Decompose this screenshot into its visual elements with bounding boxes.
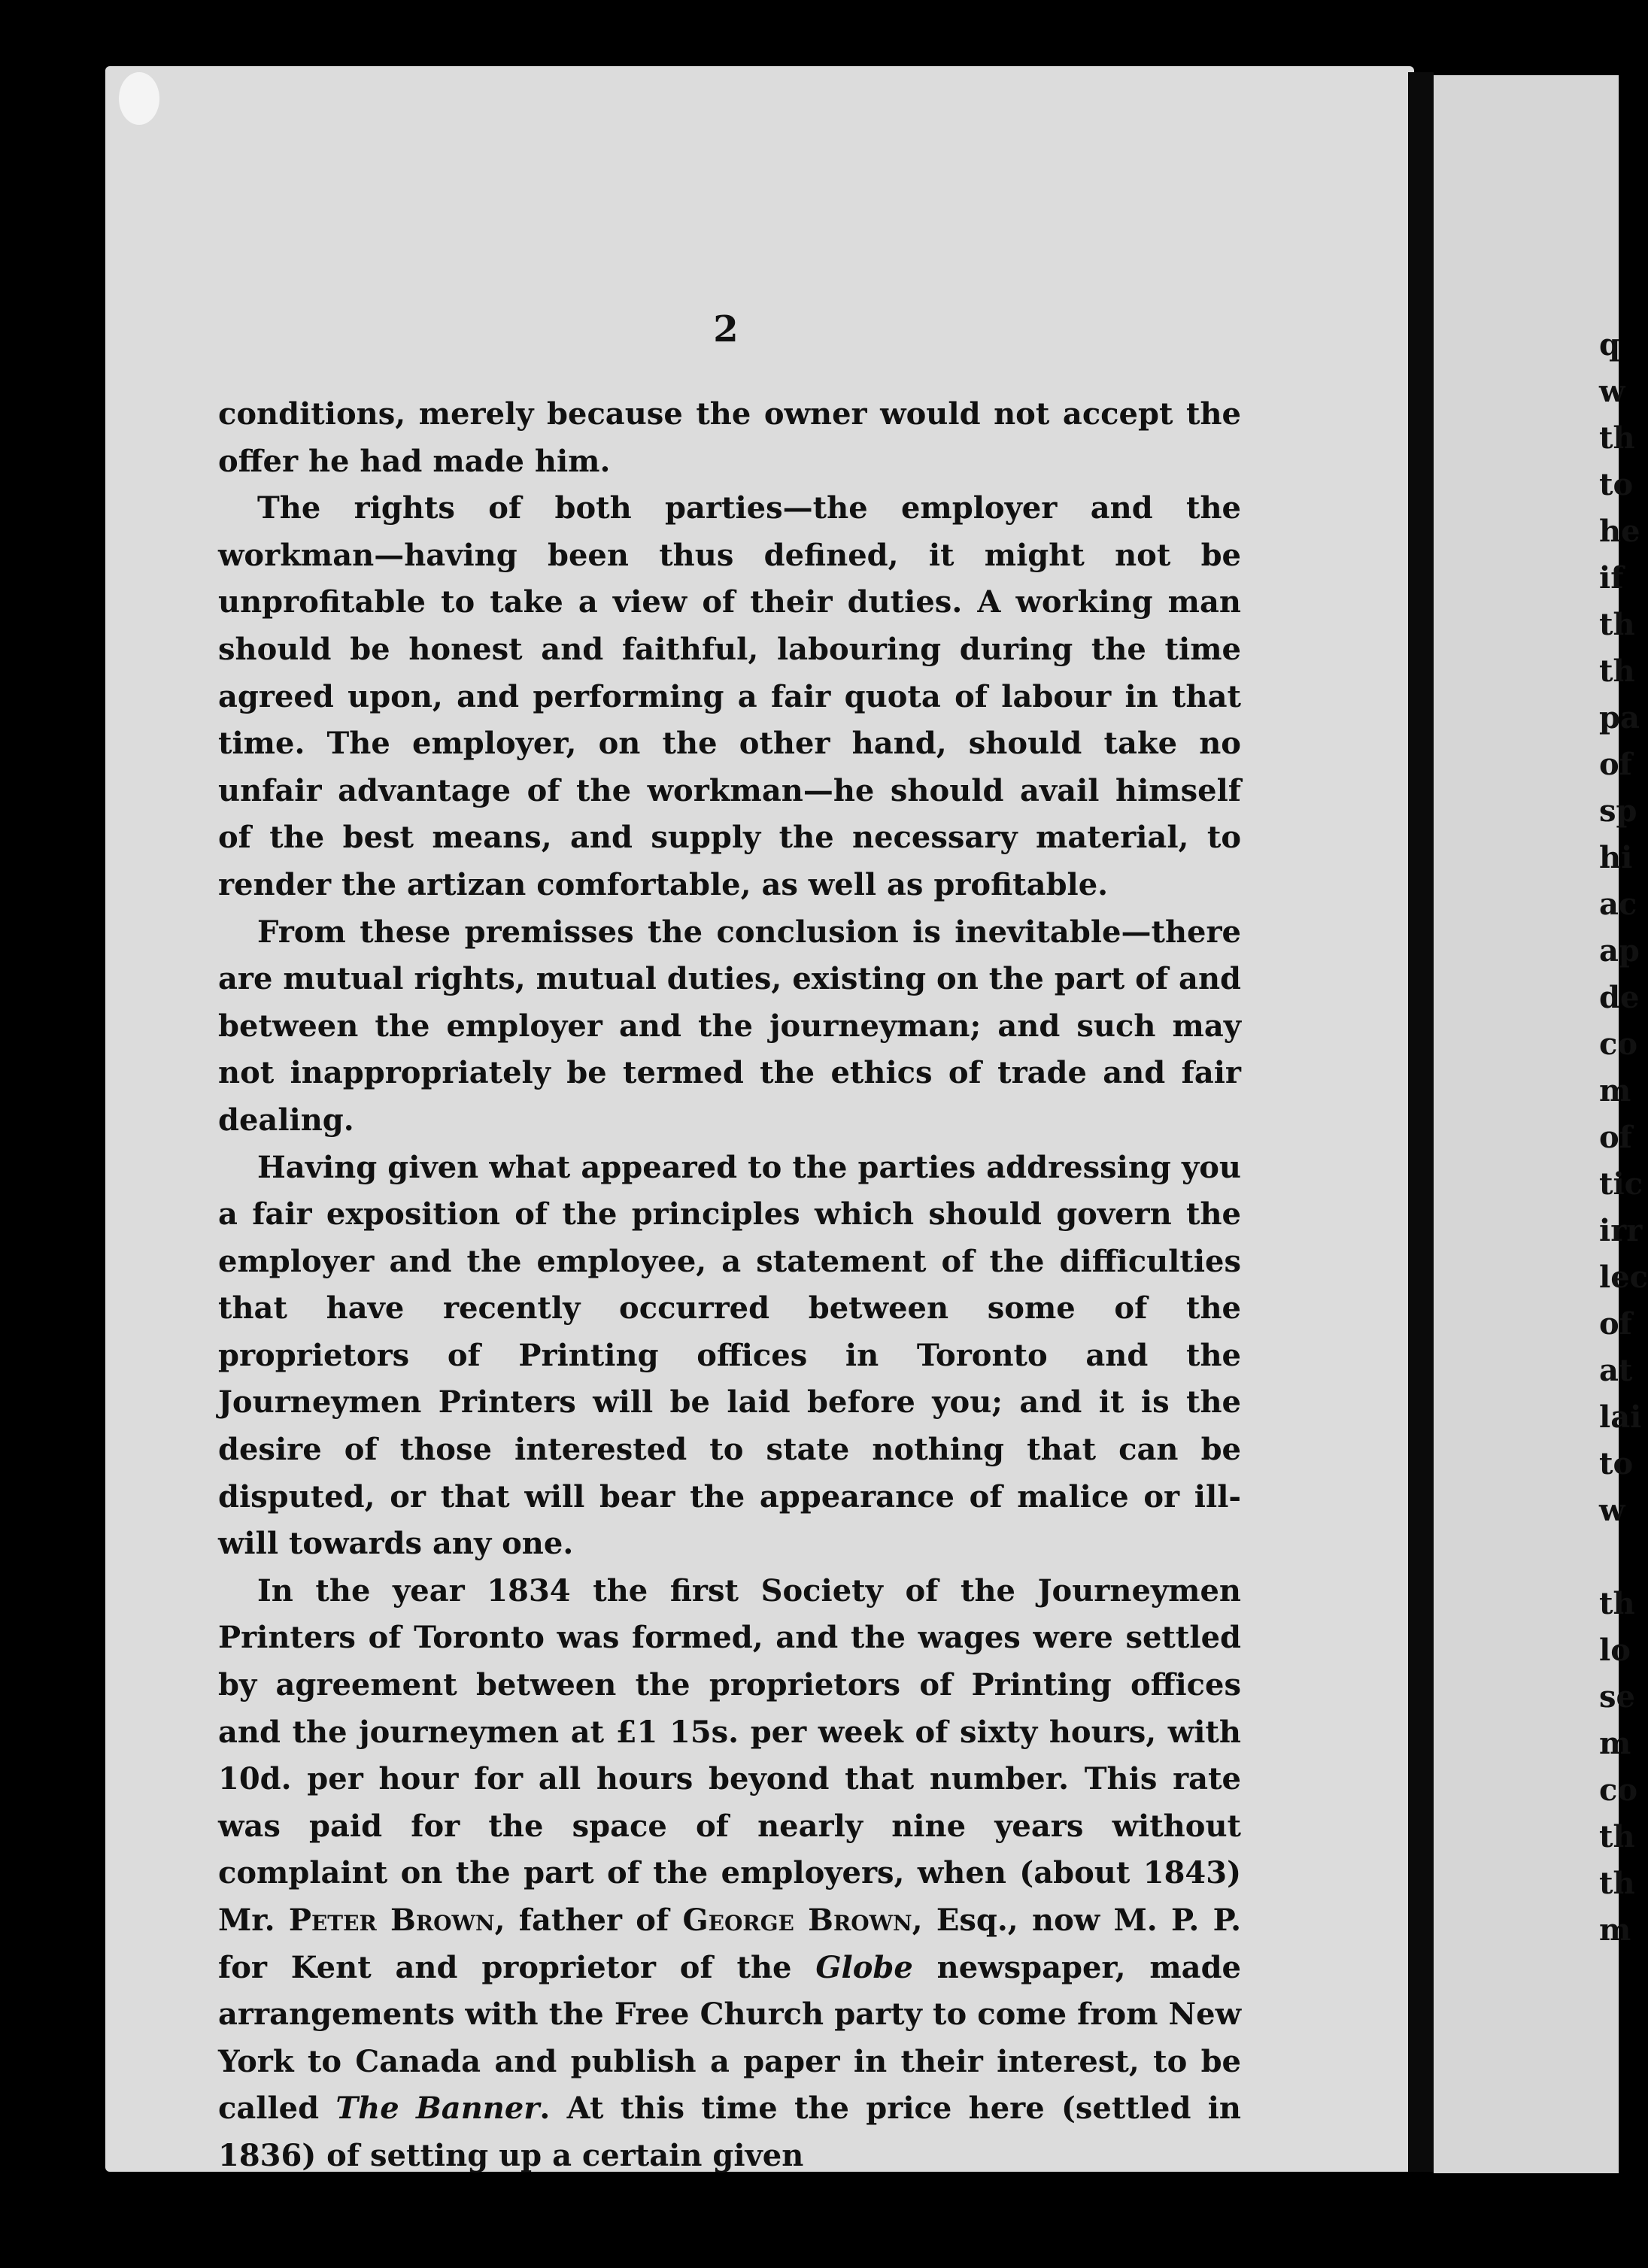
facing-page-line: m xyxy=(1599,1726,1631,1761)
text-segment: In the year 1834 the first Society of the Journeymen Printers of Toronto was formed, and the wages were settled by agreement between the proprietors of Printing offices and the journeymen at £1 15s. per week of sixty hours, with 10d. per hour for all hours beyond that number. This rate was paid for the space of nearly nine years without complaint on the part of the employers, when (about 1843) Mr. xyxy=(218,1572,1241,1938)
paragraph xyxy=(218,485,1241,908)
facing-page-line: m xyxy=(1599,1073,1631,1108)
paragraph xyxy=(218,909,1241,1145)
text-segment: , father of xyxy=(494,1903,683,1938)
facing-page-line: co xyxy=(1599,1026,1638,1062)
paper-blemish xyxy=(119,72,159,125)
facing-page-line: th xyxy=(1599,1819,1635,1854)
facing-page-line: th xyxy=(1599,1866,1635,1901)
facing-page-line: hi xyxy=(1599,840,1633,875)
facing-page-line: of xyxy=(1599,747,1632,782)
text-segment: George Brown xyxy=(682,1903,912,1938)
facing-page-line: th xyxy=(1599,420,1635,456)
facing-page-line: tic xyxy=(1599,1166,1643,1202)
text-segment: From these premisses the conclusion is inevitable—there are mutual rights, mutual duties, existing on the part of and between the employer and the journeyman; and such may not inappropriately be termed the ethics of trade and fair dealing. xyxy=(218,914,1241,1138)
facing-page-line: pa xyxy=(1599,700,1640,735)
paragraph xyxy=(218,391,1241,485)
facing-page-line: of xyxy=(1599,1120,1632,1155)
facing-page-line: to xyxy=(1599,467,1634,502)
paragraph xyxy=(218,1568,1241,2180)
facing-page-line: w xyxy=(1599,374,1625,409)
facing-page-line: lai xyxy=(1599,1399,1642,1435)
book-gutter xyxy=(1408,72,1434,2172)
facing-page-line: he xyxy=(1599,514,1640,549)
facing-page-text xyxy=(1599,322,1648,1954)
text-segment: conditions, merely because the owner would not accept the offer he had made him. xyxy=(218,396,1241,479)
text-segment: Peter Brown xyxy=(288,1903,495,1938)
page-number: 2 xyxy=(713,308,739,350)
facing-page xyxy=(1434,75,1619,2173)
facing-page-line: th xyxy=(1599,653,1635,689)
facing-page-line: lec xyxy=(1599,1260,1648,1295)
body-text xyxy=(218,391,1241,2180)
facing-page-line: ac xyxy=(1599,887,1637,922)
facing-page-line: co xyxy=(1599,1772,1638,1808)
facing-page-line: sp xyxy=(1599,793,1637,829)
facing-page-line: to xyxy=(1599,1446,1634,1481)
text-segment: Having given what appeared to the parties addressing you a fair exposition of the principles which should govern the employer and the employee, a statement of the difficulties that have recently occurred between some of the proprietors of Printing offices in Toronto and the Journeymen Printers will be laid before you; and it is the desire of those interested to state nothing that can be disputed, or that will bear the appearance of malice or ill-will towards any one. xyxy=(218,1149,1241,1562)
facing-page-line: th xyxy=(1599,607,1635,642)
facing-page-line: of xyxy=(1599,1306,1632,1342)
text-segment: Globe xyxy=(815,1949,913,1985)
facing-page-line: if xyxy=(1599,560,1624,596)
paragraph xyxy=(218,1145,1241,1568)
facing-page-line: de xyxy=(1599,980,1640,1015)
facing-page-line: th xyxy=(1599,1586,1635,1621)
facing-page-line: at xyxy=(1599,1353,1633,1388)
facing-page-line: irr xyxy=(1599,1213,1643,1248)
facing-page-line: ap xyxy=(1599,933,1640,969)
facing-page-line: w xyxy=(1599,1493,1625,1528)
facing-page-line: se xyxy=(1599,1679,1635,1715)
facing-page-line: q xyxy=(1599,327,1620,362)
text-segment: , Esq., now M. P. P. for Kent and proprietor of the xyxy=(218,1903,1241,1985)
text-segment: newspaper, made arrangements with the Free Church party to come from New York to Canada and publish a paper in their interest, to be called xyxy=(218,1949,1241,2127)
facing-page-line: m xyxy=(1599,1912,1631,1948)
text-segment: The rights of both parties—the employer and the workman—having been thus defined, it might not be unprofitable to take a view of their duties. A working man should be honest and faithful, labouring during the time agreed upon, and performing a fair quota of labour in that time. The employer, on the other hand, should take no unfair advantage of the workman—he should avail himself of the best means, and supply the necessary material, to render the artizan comfortable, as well as profitable. xyxy=(218,490,1241,902)
text-segment: . At this time the price here (settled in 1836) of setting up a certain given xyxy=(218,2091,1242,2173)
facing-page-line: lo xyxy=(1599,1633,1631,1668)
facing-page-line xyxy=(1599,1534,1629,1581)
text-segment: The Banner xyxy=(335,2091,540,2127)
